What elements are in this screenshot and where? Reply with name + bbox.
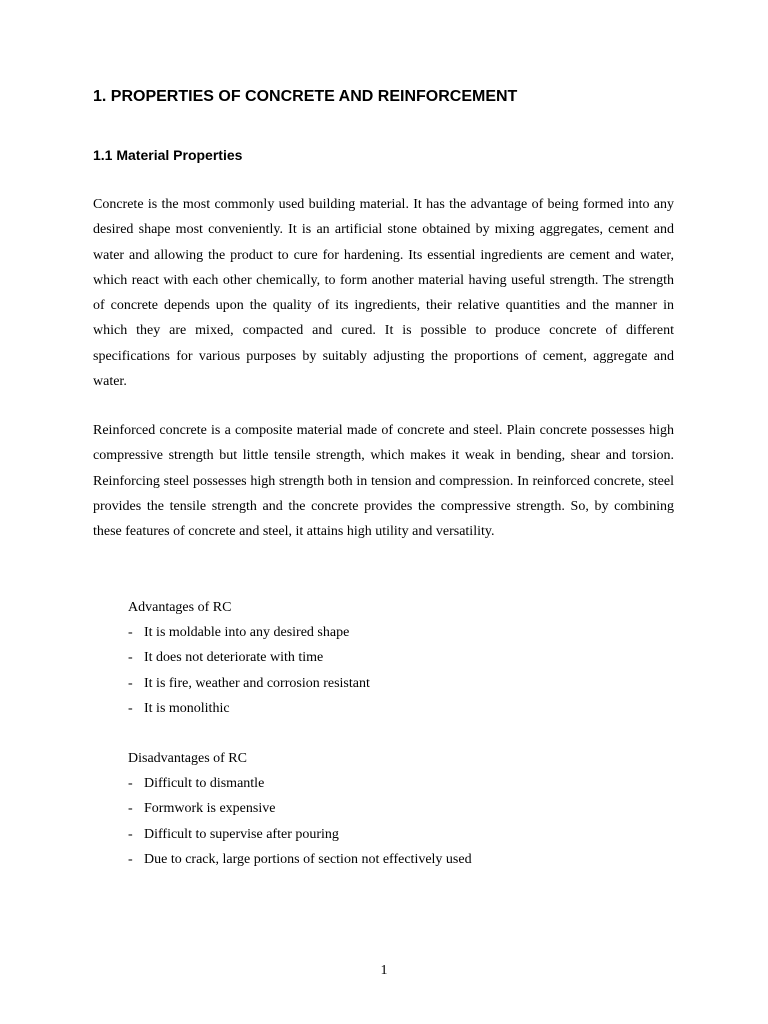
list-item — [128, 671, 688, 696]
disadvantages-list — [128, 746, 688, 872]
list-bullet: - — [128, 675, 133, 691]
list-bullet: - — [128, 826, 133, 842]
page-number: 1 — [380, 963, 388, 978]
list-item-text: It is moldable into any desired shape — [144, 625, 350, 641]
paragraph-reinforced-concrete: Reinforced concrete is a composite material made of concrete and steel. Plain concrete possesses high compressive strength but little tensile strength, which makes it weak in bending, shear and torsion. Reinforcing steel possesses high strength both in tension and compression. In reinforced concrete, steel provides the tensile strength and the concrete provides the compressive strength. So, by combining these features of concrete and steel, it attains high utility and versatility. — [93, 423, 674, 540]
list-item-text: Difficult to supervise after pouring — [144, 826, 339, 842]
list-bullet: - — [128, 801, 133, 817]
list-item-text: Due to crack, large portions of section not effectively used — [144, 851, 472, 867]
section-heading: 1.1 Material Properties — [93, 147, 243, 163]
list-item-text: It is monolithic — [144, 700, 230, 716]
list-bullet: - — [128, 700, 133, 716]
list-item-text: Difficult to dismantle — [144, 776, 265, 792]
advantages-list — [128, 595, 688, 721]
list-item — [128, 771, 688, 796]
chapter-heading: 1. PROPERTIES OF CONCRETE AND REINFORCEMENT — [93, 88, 518, 105]
list-item — [128, 822, 688, 847]
list-item — [128, 620, 688, 645]
list-item — [128, 847, 688, 872]
list-bullet: - — [128, 650, 133, 666]
list-bullet: - — [128, 851, 133, 867]
list-item — [128, 696, 688, 721]
list-bullet: - — [128, 625, 133, 641]
list-item — [128, 796, 688, 821]
list-item — [128, 645, 688, 670]
paragraph-concrete: Concrete is the most commonly used building material. It has the advantage of being formed into any desired shape most conveniently. It is an artificial stone obtained by mixing aggregates, cement and water and allowing the product to cure for hardening. Its essential ingredients are cement and water, which react with each other chemically, to form another material having useful strength. The strength of concrete depends upon the quality of its ingredients, their relative quantities and the manner in which they are mixed, compacted and cured. It is possible to produce concrete of different specifications for various purposes by suitably adjusting the proportions of cement, aggregate and water. — [93, 197, 674, 390]
list-item-text: It does not deteriorate with time — [144, 650, 324, 666]
advantages-title: Advantages of RC — [128, 600, 232, 615]
disadvantages-title: Disadvantages of RC — [128, 751, 247, 766]
list-item-text: It is fire, weather and corrosion resistant — [144, 675, 370, 691]
list-item-text: Formwork is expensive — [144, 801, 276, 817]
list-bullet: - — [128, 776, 133, 792]
